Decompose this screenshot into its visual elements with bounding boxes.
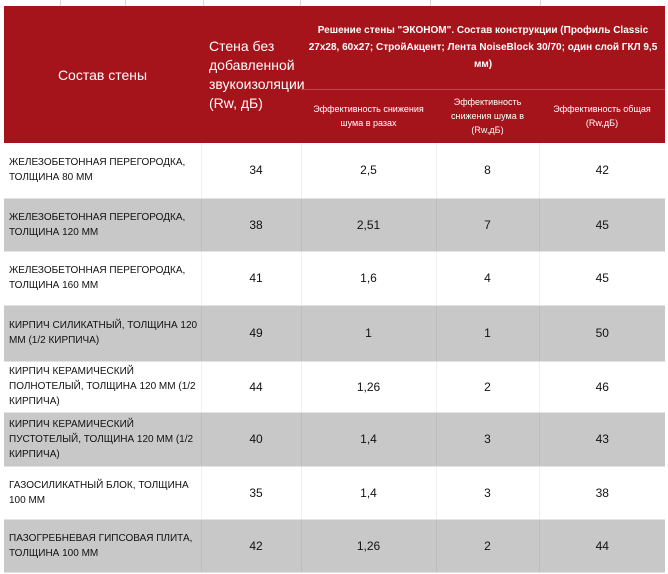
row-rw: 2 [436, 361, 539, 412]
table-row [4, 466, 665, 519]
row-times: 2,51 [301, 198, 436, 251]
table-row [4, 305, 665, 361]
row-total: 44 [539, 519, 665, 572]
row-rw: 8 [436, 143, 539, 198]
row-wall-rw: 41 [201, 251, 301, 305]
row-times: 1,4 [301, 466, 436, 519]
row-times: 1,6 [301, 251, 436, 305]
row-wall-rw: 40 [201, 412, 301, 466]
header-efficiency-total: Эффективность общая (Rw,дБ) [539, 89, 665, 143]
row-total: 38 [539, 466, 665, 519]
row-name: ЖЕЛЕЗОБЕТОННАЯ ПЕРЕГОРОДКА, ТОЛЩИНА 160 ММ [4, 251, 201, 305]
row-times: 2,5 [301, 143, 436, 198]
table-row [4, 143, 665, 198]
header-econom-solution: Решение стены "ЭКОНОМ". Состав конструкции (Профиль Classic 27х28, 60х27; СтройАкцент; Лента NoiseBlock 30/70; один слой ГКЛ 9,5 мм) [301, 6, 665, 89]
row-rw: 4 [436, 251, 539, 305]
header-efficiency-times: Эффективность снижения шума в разах [301, 89, 436, 143]
row-wall-rw: 38 [201, 198, 301, 251]
row-wall-rw: 44 [201, 361, 301, 412]
row-times: 1,4 [301, 412, 436, 466]
row-name: ЖЕЛЕЗОБЕТОННАЯ ПЕРЕГОРОДКА, ТОЛЩИНА 80 ММ [4, 143, 201, 198]
row-name: КИРПИЧ КЕРАМИЧЕСКИЙ ПУСТОТЕЛЫЙ, ТОЛЩИНА 120 ММ (1/2 КИРПИЧА) [4, 412, 201, 466]
row-name: ЖЕЛЕЗОБЕТОННАЯ ПЕРЕГОРОДКА, ТОЛЩИНА 120 ММ [4, 198, 201, 251]
table-row [4, 251, 665, 305]
sound-insulation-table [4, 6, 665, 573]
header-wall-composition: Состав стены [4, 6, 201, 143]
row-rw: 1 [436, 305, 539, 361]
row-wall-rw: 34 [201, 143, 301, 198]
row-name: КИРПИЧ КЕРАМИЧЕСКИЙ ПОЛНОТЕЛЫЙ, ТОЛЩИНА 120 ММ (1/2 КИРПИЧА) [4, 361, 201, 412]
table-row [4, 361, 665, 412]
header-wall-base-rw: Стена без добавленной звукоизоляции (Rw, дБ) [201, 6, 301, 143]
header-row-top [4, 6, 665, 89]
row-wall-rw: 49 [201, 305, 301, 361]
row-total: 43 [539, 412, 665, 466]
table-row [4, 412, 665, 466]
row-wall-rw: 42 [201, 519, 301, 572]
row-times: 1 [301, 305, 436, 361]
row-total: 45 [539, 251, 665, 305]
row-total: 45 [539, 198, 665, 251]
table-row [4, 519, 665, 572]
row-wall-rw: 35 [201, 466, 301, 519]
row-name: КИРПИЧ СИЛИКАТНЫЙ, ТОЛЩИНА 120 ММ (1/2 КИРПИЧА) [4, 305, 201, 361]
row-rw: 2 [436, 519, 539, 572]
row-total: 42 [539, 143, 665, 198]
row-total: 46 [539, 361, 665, 412]
row-times: 1,26 [301, 361, 436, 412]
row-rw: 3 [436, 412, 539, 466]
row-total: 50 [539, 305, 665, 361]
table-row [4, 198, 665, 251]
row-rw: 7 [436, 198, 539, 251]
row-times: 1,26 [301, 519, 436, 572]
header-efficiency-rw: Эффективность снижения шума в (Rw,дБ) [436, 89, 539, 143]
row-rw: 3 [436, 466, 539, 519]
row-name: ГАЗОСИЛИКАТНЫЙ БЛОК, ТОЛЩИНА 100 ММ [4, 466, 201, 519]
row-name: ПАЗОГРЕБНЕВАЯ ГИПСОВАЯ ПЛИТА, ТОЛЩИНА 100 ММ [4, 519, 201, 572]
